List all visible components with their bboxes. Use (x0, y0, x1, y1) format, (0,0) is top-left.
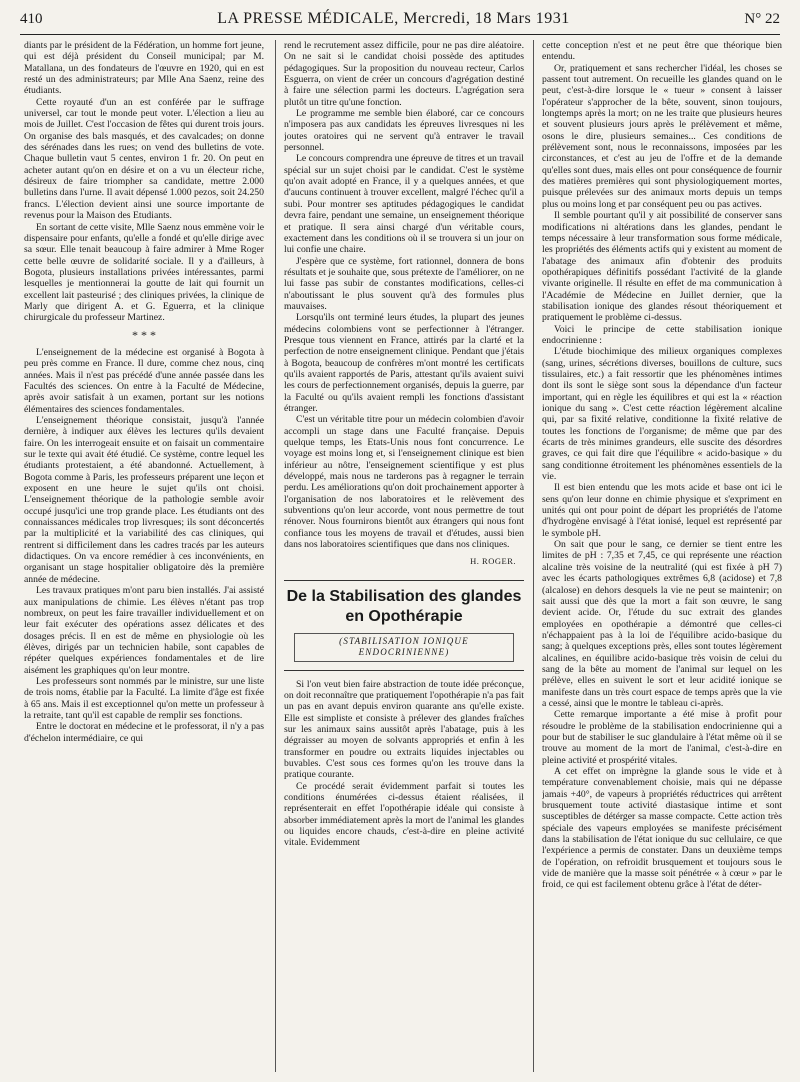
paragraph: diants par le président de la Fédération, un homme fort jeune, qui est déjà président du Conseil municipal; par M. Matallana, un des fondateurs de l'œuvre en 1920, qui en est resté un des administrateurs; par Mlle Ana Saenz, reine des étudiants. (24, 40, 264, 97)
paragraph: rend le recrutement assez difficile, pour ne pas dire aléatoire. On ne sait si le candidat choisi possède des aptitudes pédagogiques. Sur la proposition du nouveau recteur, Carlos Esguerra, on vient de créer un concours d'agrégation destiné à faire une sélection parmi les docteurs. L'agrégation sera plutôt un titre qu'une fonction. (284, 40, 524, 108)
paragraph: Ce procédé serait évidemment parfait si toutes les conditions énumérées ci-dessus étaient réalisées, il représenterait en effet l'opothérapie idéale qui consiste à absorber immédiatement après la mort de l'animal les glandes ou liquides encore chauds, c'est-à-dire en pleine activité vitale. Evidemment (284, 780, 524, 849)
paragraph: L'enseignement de la médecine est organisé à Bogota à peu près comme en France. Il dure, comme chez nous, cinq années. Mais il n'est pas précédé d'une année passée dans les Facultés des sciences. On entre à la Faculté de Médecine, après avoir satisfait à un examen, portant sur les notions élémentaires des sciences fondamentales. (24, 346, 264, 415)
article-top-rule (284, 580, 524, 581)
paragraph: Les professeurs sont nommés par le ministre, sur une liste de trois noms, établie par la Faculté. La limite d'âge est fixée à 65 ans. Mais il est exceptionnel qu'on mette un professeur à la retraite, tant qu'il est capable de remplir ses fonctions. (24, 675, 264, 721)
paragraph: Il est bien entendu que les mots acide et base ont ici le sens qu'on leur donne en chimie physique et s'expriment en unités qui ont pour point de départ les propriétés de l'atome d'hydrogène envisagé à l'état ionisé, lequel est représenté par le symbole pH. (542, 482, 782, 539)
paragraph: L'enseignement théorique consistait, jusqu'à l'année dernière, à indiquer aux élèves les lectures qu'ils devaient faire. On les interrogeait ensuite et on faisait un commentaire sur le texte qui avait été étudié. Ce système, contre lequel les étudiants protestaient, a été abandonné. Actuellement, à Bogota comme à Paris, les professeurs préparent une leçon et exposent en une heure le sujet qu'ils ont choisi. L'enseignement théorique de la pathologie semble avoir occupé jusqu'ici une trop grande place. Les étudiants ont des connaissances médicales trop livresques; ils sont déconcertés par la multiplicité et la variabilité des cas cliniques, qui rentrent si difficilement dans les cadres tracés par les auteurs didactiques. On va encore remédier à ces inconvénients, en organisant un stage hospitalier obligatoire dès la première année de médecine. (24, 415, 264, 585)
paragraph: Si l'on veut bien faire abstraction de toute idée préconçue, on doit reconnaître que pratiquement l'opothérapie n'a pas fait un pas en avant depuis environ quarante ans qu'elle existe. Elle est simpliste et consiste à prélever des glandes fraîches sur les animaux sains aussitôt après l'abatage, puis à les dégraisser au moyen de solvants appropriés et enfin à les transformer en poudre ou extraits liquides injectables ou buvables. C'est sous ces formes qu'on les trouve dans la pratique courante. (284, 678, 524, 781)
paragraph: J'espère que ce système, fort rationnel, donnera de bons résultats et je souhaite que, sous prétexte de l'améliorer, on ne lui fasse pas subir de constantes modifications, celles-ci n'aboutissant le plus souvent qu'à des formules plus mauvaises. (284, 255, 524, 312)
paragraph: Voici le principe de cette stabilisation ionique endocrinienne : (542, 323, 782, 346)
journal-masthead (217, 10, 570, 28)
issue-date: Mercredi, 18 Mars 1931 (403, 10, 570, 27)
paragraph: Entre le doctorat en médecine et le professorat, il n'y a pas d'échelon intermédiaire, ce qui (24, 721, 264, 744)
article-heading (284, 580, 524, 671)
paragraph: Cette remarque importante a été mise à profit pour résoudre le problème de la stabilisation endocrinienne qui a pour but de stabiliser le suc glandulaire à l'état même où il se trouve au moment de la mort de l'animal, c'est-à-dire en pleine activité et prospérité vitales. (542, 709, 782, 766)
article-bottom-rule (284, 670, 524, 671)
paragraph: Il semble pourtant qu'il y ait possibilité de conserver sans modifications ni altérations dans les glandes, pendant le temps nécessaire à leur transformation sous forme médicale, les propriétés des éléments actifs qui y existent au moment de l'abatage des animaux afin d'obtenir des produits opothérapiques définitifs possédant l'activité de la glande vivante originelle. Il résulte en effet de ma communication à l'Académie de Médecine en Juillet dernier, que la stabilisation ionique des glandes résout théoriquement et pratiquement le problème ci-dessus. (542, 210, 782, 324)
paragraph: A cet effet on imprègne la glande sous le vide et à température convenablement choisie, mais qui ne dépasse jamais +40°, de vapeurs à propriétés réductrices qui arrêtent brusquement toute activité diastasique intime et sont susceptibles de détérger sa masse compacte. Cette action très spéciale des vapeurs employées se manifeste précisément dans la stabilisation de l'état ionique du suc cellulaire, ce que l'expérience a permis de constater. Dans un deuxième temps de l'opération, on refroidit brusquement et toujours sous le vide de manière que la masse soit pénétrée « à cœur » par le froid, ce qui est facilement obtenu grâce à l'état de déter- (542, 766, 782, 891)
paragraph: Cette royauté d'un an est conférée par le suffrage universel, car tout le monde peut voter. L'élection a lieu au mois de Juillet. C'est l'occasion de fêtes qui durent trois jours. On organise des bals masqués, et des cavalcades; on donne des sérénades dans les rues; on vend des bulletins de vote. Chaque bulletin vaut 5 centes, environ 1 fr. 20. On peut en acheter autant qu'on en désire et on a vu un électeur riche, désireux de faire triompher sa candidate, mettre 2.000 bulletins dans l'urne. Il avait dépensé 1.000 pezos, soit 24.250 francs. L'élection devient ainsi une source importante de revenus pour la Maison des Etudiants. (24, 96, 264, 222)
paragraph: C'est un véritable titre pour un médecin colombien d'avoir accompli un stage dans une Faculté française. Depuis quelque temps, les Etats-Unis nous font concurrence. Le voyage est moins long et, si l'enseignement clinique est bien inférieur au nôtre, l'enseignement scientifique y est plus développé, mais nous ne tarderons pas à regagner le terrain perdu. Les améliorations qu'on doit prochainement apporter à l'organisation de nos laboratoires et le relèvement des subventions qu'on leur accorde, vont nous permettre de tout rénover. Nous fournirons bientôt aux étrangers qui nous font confiance tous les moyens de travail et d'études, aussi bien dans nos laboratoires scientifiques que dans nos cliniques. (284, 414, 524, 551)
column-3 (542, 40, 782, 1072)
paragraph: Or, pratiquement et sans rechercher l'idéal, les choses se passent tout autrement. On recueille les glandes quand on le peut, c'est-à-dire lorsque le « tueur » consent à laisser l'opérateur s'approcher de la bête, souvent, sinon toujours, longtemps après la mort; on ne les traite que plusieurs heures et souvent plusieurs jours après le prélèvement et même, osons le dire, plusieurs semaines... Ces conditions de prélèvement sont, nous le reconnaissons, imposées par les circonstances, et c'est au jeu de l'offre et de la demande qu'elles sont dues, mais elles ont pour conséquence de fournir des matières premières qui sont physiologiquement mortes, puisque prélevées sur des animaux morts depuis un temps plus ou moins long et par conséquent peu ou pas actives. (542, 62, 782, 210)
column-2 (284, 40, 524, 1072)
header-rule (20, 34, 780, 35)
journal-title: LA PRESSE MÉDICALE, (217, 10, 399, 27)
page-header (20, 10, 780, 34)
author-signature: H. ROGER. (470, 556, 516, 567)
paragraph: On sait que pour le sang, ce dernier se tient entre les limites de pH : 7,35 et 7,45, ce qui représente une réaction alcaline très voisine de la neutralité (qui est fixée à pH 7) avec les écarts pathologiques extrêmes 6,8 (acidose) et 7,8 (alcalose) en dehors desquels la vie ne peut se maintenir; on sait aussi que dès que la mort a fait son œuvre, le sang devient acide. Or, l'étude du suc extrait des glandes employées en opothérapie a démontré que celles-ci n'échappaient pas à la loi de l'équilibre acido-basique du sang; à quelques exceptions près, elles sont toutes légèrement alcalines, en équilibre acido-basique très voisin de celui du sang de la bête au moment de l'animal sur lequel on les prélève, elles en suivent le sort et leur acidité ionique se manifeste dans un très court espace de temps après que la vie a cessé, ainsi que le montre le tableau ci-après. (542, 539, 782, 709)
column-1 (24, 40, 264, 1072)
paragraph: Le programme me semble bien élaboré, car ce concours n'imposera pas aux candidats les épreuves livresques ni les joutes oratoires qui ne servent qu'à entraver le travail personnel. (284, 108, 524, 154)
column-divider (275, 40, 276, 1072)
paragraph: cette conception n'est et ne peut être que théorique bien entendu. (542, 40, 782, 63)
paragraph: Lorsqu'ils ont terminé leurs études, la plupart des jeunes médecins colombiens vont se perfectionner à l'étranger. Presque tous viennent en France, attirés par la clarté et la perfection de notre enseignement clinique. Pendant que j'étais à Bogota, beaucoup de confrères m'ont montré les certificats qu'ils avaient rapportés de Paris, attestant qu'ils avaient suivi les cours de perfectionnement organisés, depuis la guerre, par la Faculté ou qu'ils avaient rempli les fonctions d'assistant étranger. (284, 312, 524, 414)
article-title: De la Stabilisation des glandes en Opothérapie (286, 587, 522, 625)
page-number: 410 (20, 11, 43, 27)
column-divider (533, 40, 534, 1072)
paragraph: L'étude biochimique des milieux organiques complexes (sang, urines, sécrétions diverses, bouillons de culture, sucs tissulaires, etc.) a fait ressortir que les phénomènes intimes dont ils sont le siège sont sous la dépendance d'un facteur important, qui en règle les équilibres et qui est la « réaction ionique du sang ». C'est cette réaction légèrement alcaline qui, par sa fixité relative, conditionne la fixité relative de toutes les fonctions de l'organisme; de même que par des écarts de très minimes grandeurs, elle suscite des désordres graves, ce qui fait dire que l'équilibre « acido-basique » du sang conditionne étroitement les phénomènes essentiels de la vie. (542, 346, 782, 483)
paragraph: Le concours comprendra une épreuve de titres et un travail spécial sur un sujet choisi par le candidat. C'est le système qu'on avait adopté en France, il y a quelques années, et que d'aucuns continuent à trouver excellent, malgré l'échec qu'il a subi. Pour montrer ses aptitudes pédagogiques le candidat devra faire, pendant une semaine, un enseignement théorique et pratique. Il sera ainsi chargé d'un véritable cours, exactement dans les conditions où il se trouvera si un jour on lui confie une chaire. (284, 153, 524, 256)
article-subtitle: (STABILISATION IONIQUE ENDOCRINIENNE) (294, 633, 514, 662)
section-asterisks: * * * (132, 327, 156, 342)
issue-number: N° 22 (744, 11, 780, 27)
paragraph: Les travaux pratiques m'ont paru bien installés. J'ai assisté aux manipulations de chimie. Les élèves n'étant pas trop nombreux, on peut les faire travailler individuellement et on leur fait exécuter des opérations assez délicates et des dosages précis. Il en est de même en physiologie où les élèves, dirigés par un technicien habile, sont capables de répéter quelques expériences fondamentales et de lire aisément les graphiques qu'on leur montre. (24, 585, 264, 676)
paragraph: En sortant de cette visite, Mlle Saenz nous emmène voir le dispensaire pour enfants, qu'elle a fondé et qu'elle dirige avec sa sœur. Elle tenait beaucoup à faire admirer à Mme Roger cette belle œuvre de solidarité sociale. Il y a d'ailleurs, à Bogota, plusieurs installations privées intéressantes, parmi lesquelles je mentionnerai la goutte de lait qui fournit un excellent lait pasteurisé ; des cliniques privées, la clinique de Marly que dirigent A. et G. Eguerra, et la clinique chirurgicale du professeur Martinez. (24, 221, 264, 324)
